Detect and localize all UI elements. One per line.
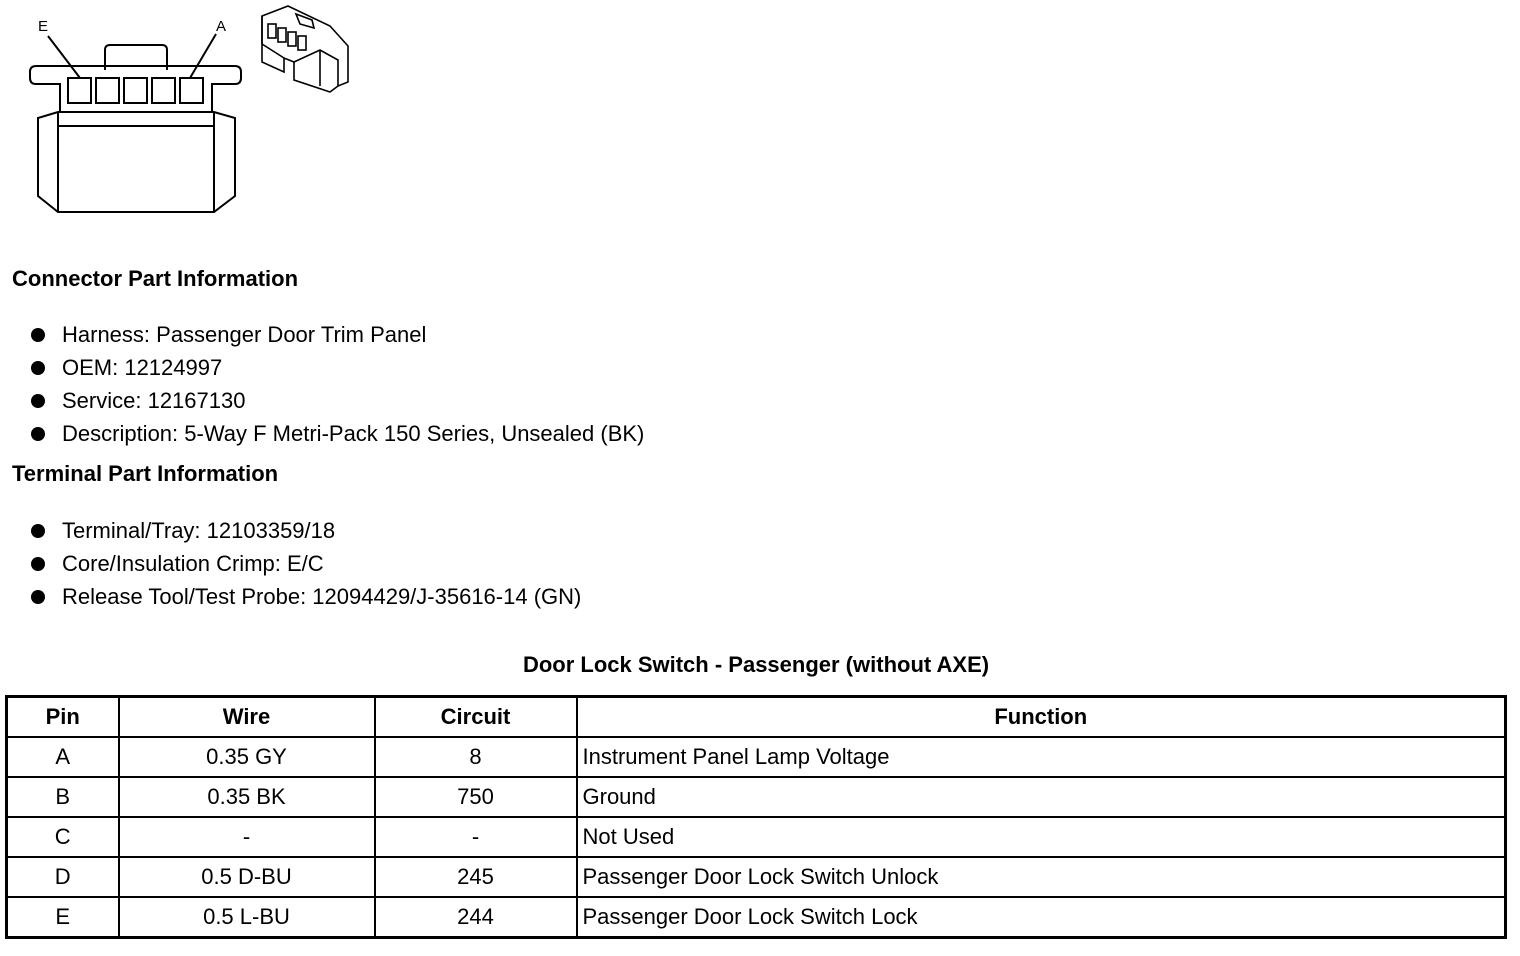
list-item-text: Terminal/Tray: 12103359/18 xyxy=(62,518,336,543)
connector-info-heading: Connector Part Information xyxy=(12,266,299,291)
cell-wire: 0.35 GY xyxy=(119,737,375,777)
cell-function: Ground xyxy=(577,777,1506,817)
list-item xyxy=(28,547,581,580)
table-row xyxy=(7,857,1506,897)
terminal-info-list xyxy=(28,514,581,613)
pin-cavities xyxy=(68,78,203,103)
table-row xyxy=(7,777,1506,817)
column-header-wire: Wire xyxy=(119,697,375,738)
bullet-icon xyxy=(31,590,45,604)
cell-function: Not Used xyxy=(577,817,1506,857)
cell-pin: A xyxy=(7,737,119,777)
cell-function: Passenger Door Lock Switch Unlock xyxy=(577,857,1506,897)
column-header-pin: Pin xyxy=(7,697,119,738)
cell-wire: 0.35 BK xyxy=(119,777,375,817)
table-row xyxy=(7,737,1506,777)
pin-label-e: E xyxy=(38,18,49,35)
cell-pin: D xyxy=(7,857,119,897)
list-item xyxy=(28,580,581,613)
list-item xyxy=(28,417,644,450)
list-item-text: Harness: Passenger Door Trim Panel xyxy=(62,322,427,347)
cell-pin: C xyxy=(7,817,119,857)
cell-circuit: - xyxy=(375,817,577,857)
cell-circuit: 245 xyxy=(375,857,577,897)
connector-iso-view xyxy=(262,6,348,92)
list-item xyxy=(28,318,644,351)
cell-circuit: 750 xyxy=(375,777,577,817)
column-header-circuit: Circuit xyxy=(375,697,577,738)
column-header-function: Function xyxy=(577,697,1506,738)
bullet-icon xyxy=(31,557,45,571)
table-row xyxy=(7,817,1506,857)
table-row xyxy=(7,897,1506,938)
pinout-table-title: Door Lock Switch - Passenger (without AXE) xyxy=(522,652,990,677)
pin-label-a: A xyxy=(216,18,227,35)
connector-flange xyxy=(30,66,241,112)
bullet-icon xyxy=(31,361,45,375)
connector-diagram xyxy=(0,0,370,225)
connector-info-list xyxy=(28,318,644,450)
cell-wire: 0.5 L-BU xyxy=(119,897,375,938)
cell-pin: B xyxy=(7,777,119,817)
cell-pin: E xyxy=(7,897,119,938)
list-item xyxy=(28,351,644,384)
bullet-icon xyxy=(31,394,45,408)
terminal-info-heading: Terminal Part Information xyxy=(12,461,279,486)
table-header-row xyxy=(7,697,1506,738)
cell-wire: - xyxy=(119,817,375,857)
cell-function: Passenger Door Lock Switch Lock xyxy=(577,897,1506,938)
cell-wire: 0.5 D-BU xyxy=(119,857,375,897)
list-item xyxy=(28,514,581,547)
list-item-text: Core/Insulation Crimp: E/C xyxy=(62,551,324,576)
list-item xyxy=(28,384,644,417)
cell-circuit: 244 xyxy=(375,897,577,938)
bullet-icon xyxy=(31,328,45,342)
cell-circuit: 8 xyxy=(375,737,577,777)
pinout-table xyxy=(5,695,1507,939)
list-item-text: Service: 12167130 xyxy=(62,388,246,413)
bullet-icon xyxy=(31,524,45,538)
cell-function: Instrument Panel Lamp Voltage xyxy=(577,737,1506,777)
list-item-text: OEM: 12124997 xyxy=(62,355,223,380)
list-item-text: Release Tool/Test Probe: 12094429/J-35616-14 (GN) xyxy=(62,584,582,609)
bullet-icon xyxy=(31,427,45,441)
list-item-text: Description: 5-Way F Metri-Pack 150 Series, Unsealed (BK) xyxy=(62,421,645,446)
